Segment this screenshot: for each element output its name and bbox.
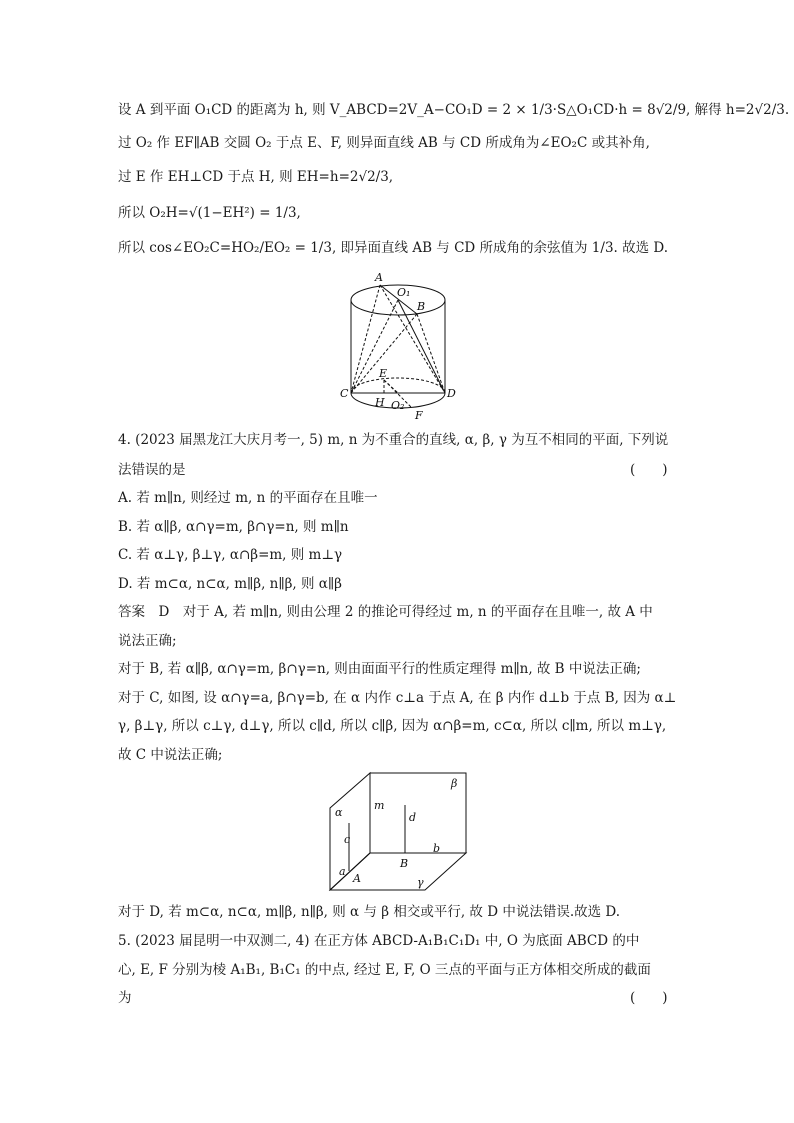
q4-answer-line-5: γ, β⊥γ, 所以 c⊥γ, d⊥γ, 所以 c∥d, 所以 c∥β, 因为 α∩β=m, c⊂α, 所以 c∥m, 所以 m⊥γ, — [118, 718, 667, 734]
q5-line-3: 为 — [118, 990, 132, 1006]
label-D: D — [447, 387, 456, 400]
solution-line-5: 所以 cos∠EO₂C=HO₂/EO₂ = 1/3, 即异面直线 AB 与 CD 所成角的余弦值为 1/3. 故选 D. — [118, 240, 669, 256]
label-F: F — [415, 409, 423, 420]
line-O1C — [351, 300, 398, 393]
label-B: B — [400, 857, 409, 870]
label-A: A — [375, 271, 383, 284]
line-AD — [380, 285, 445, 393]
line-EO2 — [384, 380, 398, 393]
q4-stem-line-1: 4. (2023 届黑龙江大庆月考一, 5) m, n 为不重合的直线, α, β, γ 为互不相同的平面, 下列说 — [118, 432, 669, 448]
cylinder-figure — [335, 268, 465, 420]
label-a: a — [339, 865, 346, 878]
label-beta: β — [451, 777, 458, 790]
q4-answer-line-1: 答案 D 对于 A, 若 m∥n, 则由公理 2 的推论可得经过 m, n 的平面存在且唯一, 故 A 中 — [118, 604, 653, 620]
label-H: H — [375, 396, 385, 409]
solution-line-1: 设 A 到平面 O₁CD 的距离为 h, 则 V_ABCD=2V_A−CO₁D = 2 × 1/3·S△O₁CD·h = 8√2/9, 解得 h=2√2/3. — [118, 102, 790, 118]
label-b: b — [433, 842, 441, 855]
q5-line-2: 心, E, F 分别为棱 A₁B₁, B₁C₁ 的中点, 经过 E, F, O 三点的平面与正方体相交所成的截面 — [118, 962, 651, 978]
label-d: d — [409, 811, 417, 824]
line-O1D — [398, 300, 445, 393]
q4-answer-line-6: 故 C 中说法正确; — [118, 747, 223, 763]
q4-option-d: D. 若 m⊂α, n⊂α, m∥β, n∥β, 则 α∥β — [118, 576, 342, 592]
q4-answer-line-4: 对于 C, 如图, 设 α∩γ=a, β∩γ=b, 在 α 内作 c⊥a 于点 A, 在 β 内作 d⊥b 于点 B, 因为 α⊥ — [118, 690, 677, 706]
label-c: c — [344, 833, 351, 846]
q5-answer-paren: ( ) — [630, 990, 668, 1006]
label-B: B — [417, 300, 426, 313]
q4-option-c: C. 若 α⊥γ, β⊥γ, α∩β=m, 则 m⊥γ — [118, 547, 343, 563]
plane-alpha — [330, 773, 370, 890]
q4-conclusion: 对于 D, 若 m⊂α, n⊂α, m∥β, n∥β, 则 α 与 β 相交或平行, 故 D 中说法错误.故选 D. — [118, 904, 621, 920]
line-AC — [351, 285, 380, 393]
q4-option-b: B. 若 α∥β, α∩γ=m, β∩γ=n, 则 m∥n — [118, 519, 349, 535]
bottom-back-arc — [351, 378, 445, 393]
planes-figure — [325, 768, 470, 896]
q4-answer-paren: ( ) — [630, 462, 668, 478]
q4-option-a: A. 若 m∥n, 则经过 m, n 的平面存在且唯一 — [118, 490, 378, 506]
q4-stem-line-2: 法错误的是 — [118, 462, 186, 478]
label-O2: O₂ — [391, 399, 405, 412]
label-E: E — [379, 367, 388, 380]
label-m: m — [374, 799, 385, 812]
q4-answer-line-3: 对于 B, 若 α∥β, α∩γ=m, β∩γ=n, 则由面面平行的性质定理得 m∥n, 故 B 中说法正确; — [118, 661, 641, 677]
label-gamma: γ — [417, 876, 424, 889]
solution-line-3: 过 E 作 EH⊥CD 于点 H, 则 EH=h=2√2/3, — [118, 169, 394, 185]
line-BD — [417, 314, 445, 393]
solution-line-4: 所以 O₂H=√(1−EH²) = 1/3, — [118, 205, 301, 221]
q4-answer-line-2: 说法正确; — [118, 633, 177, 649]
line-a — [330, 853, 370, 890]
label-A: A — [353, 872, 361, 885]
label-alpha: α — [335, 806, 343, 819]
label-C: C — [340, 387, 349, 400]
solution-line-2: 过 O₂ 作 EF∥AB 交圆 O₂ 于点 E、F, 则异面直线 AB 与 CD 所成角为∠EO₂C 或其补角, — [118, 135, 650, 151]
label-O1: O₁ — [397, 286, 411, 299]
q5-line-1: 5. (2023 届昆明一中双测二, 4) 在正方体 ABCD-A₁B₁C₁D₁ 中, O 为底面 ABCD 的中 — [118, 933, 640, 949]
